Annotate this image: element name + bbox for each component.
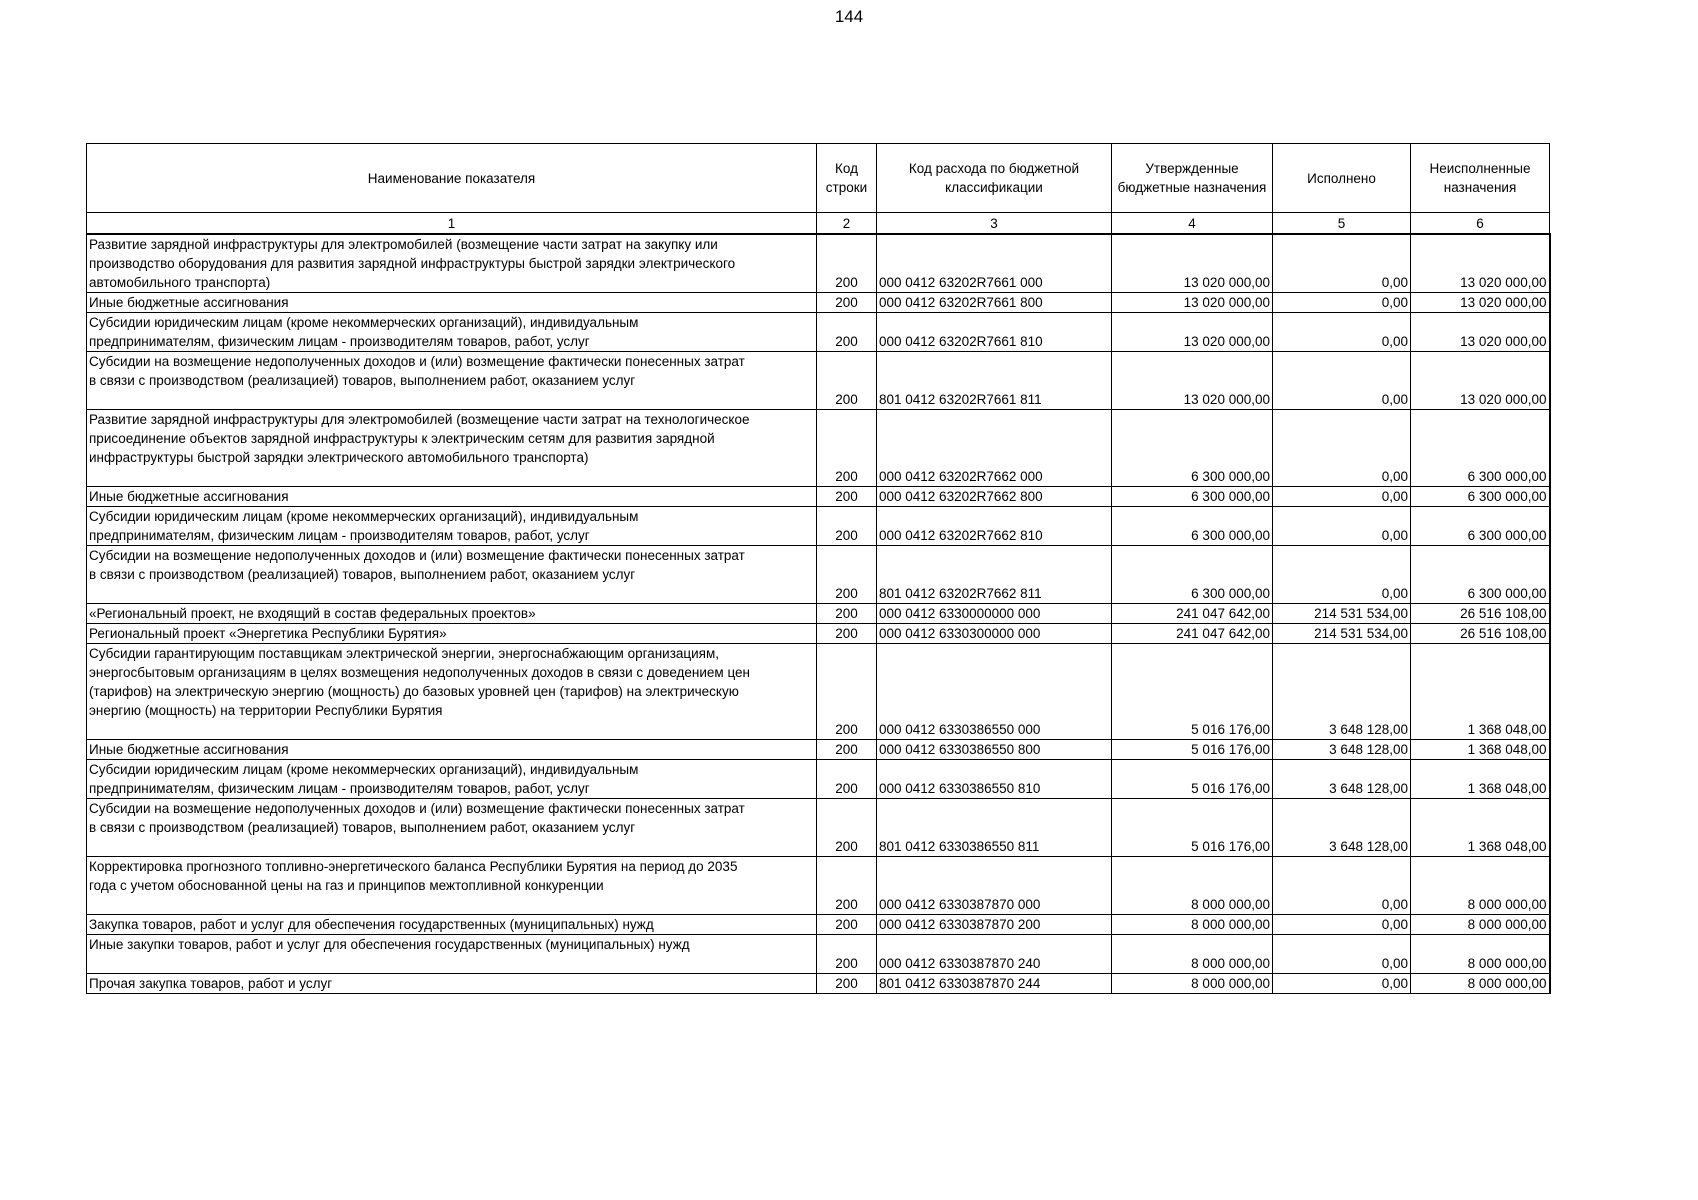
row-classification-code: 000 0412 6330387870 240 [877,935,1112,974]
row-approved-amount: 6 300 000,00 [1112,546,1273,604]
header-budget-classification: Код расхода по бюджетной классификации [877,144,1112,213]
row-code: 200 [817,799,877,857]
column-number: 5 [1273,213,1411,235]
table-row [87,507,1550,546]
row-code: 200 [817,644,877,740]
row-classification-code: 000 0412 6330387870 200 [877,915,1112,935]
row-classification-code: 000 0412 63202R7662 000 [877,410,1112,487]
row-unexecuted-amount: 13 020 000,00 [1411,352,1550,410]
column-number: 4 [1112,213,1273,235]
row-classification-code: 000 0412 6330386550 810 [877,760,1112,799]
table-row [87,352,1550,410]
row-unexecuted-amount: 6 300 000,00 [1411,487,1550,507]
row-executed-amount: 3 648 128,00 [1273,760,1411,799]
row-name: Субсидии на возмещение недополученных доходов и (или) возмещение фактически понесенных затрат в связи с производством (реализацией) товаров, выполнением работ, оказанием услуг [87,799,817,857]
row-unexecuted-amount: 13 020 000,00 [1411,293,1550,313]
row-unexecuted-amount: 8 000 000,00 [1411,974,1550,994]
row-unexecuted-amount: 26 516 108,00 [1411,604,1550,624]
row-executed-amount: 3 648 128,00 [1273,799,1411,857]
row-executed-amount: 214 531 534,00 [1273,604,1411,624]
row-classification-code: 000 0412 6330386550 800 [877,740,1112,760]
row-executed-amount: 0,00 [1273,857,1411,915]
row-approved-amount: 6 300 000,00 [1112,487,1273,507]
row-executed-amount: 0,00 [1273,974,1411,994]
table-row [87,799,1550,857]
row-name: Иные бюджетные ассигнования [87,740,817,760]
row-code: 200 [817,935,877,974]
row-name: Субсидии юридическим лицам (кроме некоммерческих организаций), индивидуальным предпринимателям, физическим лицам - производителям товаров, работ, услуг [87,760,817,799]
row-code: 200 [817,857,877,915]
row-executed-amount: 0,00 [1273,935,1411,974]
row-code: 200 [817,760,877,799]
row-name: Корректировка прогнозного топливно-энергетического баланса Республики Бурятия на период до 2035 года с учетом обоснованной цены на газ и принципов межтопливной конкуренции [87,857,817,915]
table-row [87,644,1550,740]
row-classification-code: 000 0412 63202R7662 810 [877,507,1112,546]
row-approved-amount: 8 000 000,00 [1112,935,1273,974]
row-executed-amount: 0,00 [1273,546,1411,604]
row-name: Развитие зарядной инфраструктуры для электромобилей (возмещение части затрат на технологическое присоединение объектов зарядной инфраструктуры к электрическим сетям для развития зарядной инфраструктуры быстрой зарядки электрического автомобильного транспорта) [87,410,817,487]
row-name: Субсидии на возмещение недополученных доходов и (или) возмещение фактически понесенных затрат в связи с производством (реализацией) товаров, выполнением работ, оказанием услуг [87,546,817,604]
table-row [87,624,1550,644]
header-indicator-name: Наименование показателя [87,144,817,213]
row-executed-amount: 214 531 534,00 [1273,624,1411,644]
column-number-row [87,213,1550,235]
row-classification-code: 000 0412 63202R7661 000 [877,234,1112,293]
row-approved-amount: 5 016 176,00 [1112,740,1273,760]
column-number: 6 [1411,213,1550,235]
row-unexecuted-amount: 8 000 000,00 [1411,857,1550,915]
row-approved-amount: 5 016 176,00 [1112,644,1273,740]
row-unexecuted-amount: 1 368 048,00 [1411,760,1550,799]
row-code: 200 [817,293,877,313]
table-row [87,915,1550,935]
row-executed-amount: 0,00 [1273,915,1411,935]
row-classification-code: 000 0412 6330000000 000 [877,604,1112,624]
table-body [87,144,1550,994]
row-name: «Региональный проект, не входящий в состав федеральных проектов» [87,604,817,624]
row-unexecuted-amount: 1 368 048,00 [1411,740,1550,760]
column-number: 3 [877,213,1112,235]
row-executed-amount: 0,00 [1273,507,1411,546]
row-executed-amount: 0,00 [1273,234,1411,293]
row-classification-code: 000 0412 6330386550 000 [877,644,1112,740]
table-row [87,410,1550,487]
row-name: Субсидии гарантирующим поставщикам электрической энергии, энергоснабжающим организациям, энергосбытовым организациям в целях возмещения недополученных доходов в связи с доведением цен (тарифов) на электрическую энергию (мощность) до базовых уровней цен (тарифов) на электрическую энергию (мощность) на территории Республики Бурятия [87,644,817,740]
row-approved-amount: 5 016 176,00 [1112,760,1273,799]
row-approved-amount: 8 000 000,00 [1112,857,1273,915]
table-row [87,604,1550,624]
row-code: 200 [817,915,877,935]
row-classification-code: 801 0412 6330386550 811 [877,799,1112,857]
row-executed-amount: 0,00 [1273,410,1411,487]
row-classification-code: 801 0412 6330387870 244 [877,974,1112,994]
row-unexecuted-amount: 6 300 000,00 [1411,546,1550,604]
budget-execution-table [86,143,1551,994]
column-number: 2 [817,213,877,235]
table-row [87,857,1550,915]
row-approved-amount: 6 300 000,00 [1112,507,1273,546]
row-code: 200 [817,740,877,760]
table-row [87,234,1550,293]
row-approved-amount: 13 020 000,00 [1112,234,1273,293]
row-name: Субсидии на возмещение недополученных доходов и (или) возмещение фактически понесенных затрат в связи с производством (реализацией) товаров, выполнением работ, оказанием услуг [87,352,817,410]
row-code: 200 [817,604,877,624]
table-row [87,740,1550,760]
row-name: Иные закупки товаров, работ и услуг для обеспечения государственных (муниципальных) нужд [87,935,817,974]
table-row [87,760,1550,799]
header-executed: Исполнено [1273,144,1411,213]
row-name: Иные бюджетные ассигнования [87,487,817,507]
row-approved-amount: 6 300 000,00 [1112,410,1273,487]
header-approved: Утвержденные бюджетные назначения [1112,144,1273,213]
row-code: 200 [817,313,877,352]
row-classification-code: 000 0412 63202R7661 800 [877,293,1112,313]
row-approved-amount: 13 020 000,00 [1112,313,1273,352]
table-row [87,487,1550,507]
row-code: 200 [817,974,877,994]
row-code: 200 [817,546,877,604]
row-name: Закупка товаров, работ и услуг для обеспечения государственных (муниципальных) нужд [87,915,817,935]
row-approved-amount: 13 020 000,00 [1112,293,1273,313]
row-classification-code: 000 0412 6330387870 000 [877,857,1112,915]
row-executed-amount: 3 648 128,00 [1273,740,1411,760]
row-classification-code: 801 0412 63202R7662 811 [877,546,1112,604]
row-unexecuted-amount: 1 368 048,00 [1411,644,1550,740]
table-row [87,546,1550,604]
table-row [87,293,1550,313]
row-executed-amount: 0,00 [1273,352,1411,410]
row-approved-amount: 8 000 000,00 [1112,974,1273,994]
header-unexecuted: Неисполненные назначения [1411,144,1550,213]
row-executed-amount: 0,00 [1273,313,1411,352]
row-name: Иные бюджетные ассигнования [87,293,817,313]
row-approved-amount: 8 000 000,00 [1112,915,1273,935]
row-unexecuted-amount: 26 516 108,00 [1411,624,1550,644]
row-approved-amount: 241 047 642,00 [1112,604,1273,624]
header-row-code: Код строки [817,144,877,213]
row-code: 200 [817,487,877,507]
row-unexecuted-amount: 6 300 000,00 [1411,507,1550,546]
row-classification-code: 000 0412 6330300000 000 [877,624,1112,644]
row-name: Региональный проект «Энергетика Республики Бурятия» [87,624,817,644]
row-executed-amount: 3 648 128,00 [1273,644,1411,740]
row-unexecuted-amount: 13 020 000,00 [1411,313,1550,352]
table-row [87,935,1550,974]
row-executed-amount: 0,00 [1273,293,1411,313]
row-unexecuted-amount: 6 300 000,00 [1411,410,1550,487]
row-name: Субсидии юридическим лицам (кроме некоммерческих организаций), индивидуальным предпринимателям, физическим лицам - производителям товаров, работ, услуг [87,507,817,546]
column-number: 1 [87,213,817,235]
row-code: 200 [817,624,877,644]
row-classification-code: 801 0412 63202R7661 811 [877,352,1112,410]
row-unexecuted-amount: 8 000 000,00 [1411,935,1550,974]
row-code: 200 [817,352,877,410]
row-name: Субсидии юридическим лицам (кроме некоммерческих организаций), индивидуальным предпринимателям, физическим лицам - производителям товаров, работ, услуг [87,313,817,352]
row-name: Прочая закупка товаров, работ и услуг [87,974,817,994]
row-classification-code: 000 0412 63202R7661 810 [877,313,1112,352]
row-executed-amount: 0,00 [1273,487,1411,507]
row-code: 200 [817,234,877,293]
row-code: 200 [817,410,877,487]
row-approved-amount: 13 020 000,00 [1112,352,1273,410]
row-unexecuted-amount: 1 368 048,00 [1411,799,1550,857]
table-row [87,313,1550,352]
row-unexecuted-amount: 8 000 000,00 [1411,915,1550,935]
row-classification-code: 000 0412 63202R7662 800 [877,487,1112,507]
table-row [87,974,1550,994]
table-header-row [87,144,1550,213]
page-number: 144 [834,7,864,26]
row-name: Развитие зарядной инфраструктуры для электромобилей (возмещение части затрат на закупку или производство оборудования для развития зарядной инфраструктуры быстрой зарядки электрического автомобильного транспорта) [87,234,817,293]
row-unexecuted-amount: 13 020 000,00 [1411,234,1550,293]
row-approved-amount: 5 016 176,00 [1112,799,1273,857]
row-approved-amount: 241 047 642,00 [1112,624,1273,644]
row-code: 200 [817,507,877,546]
